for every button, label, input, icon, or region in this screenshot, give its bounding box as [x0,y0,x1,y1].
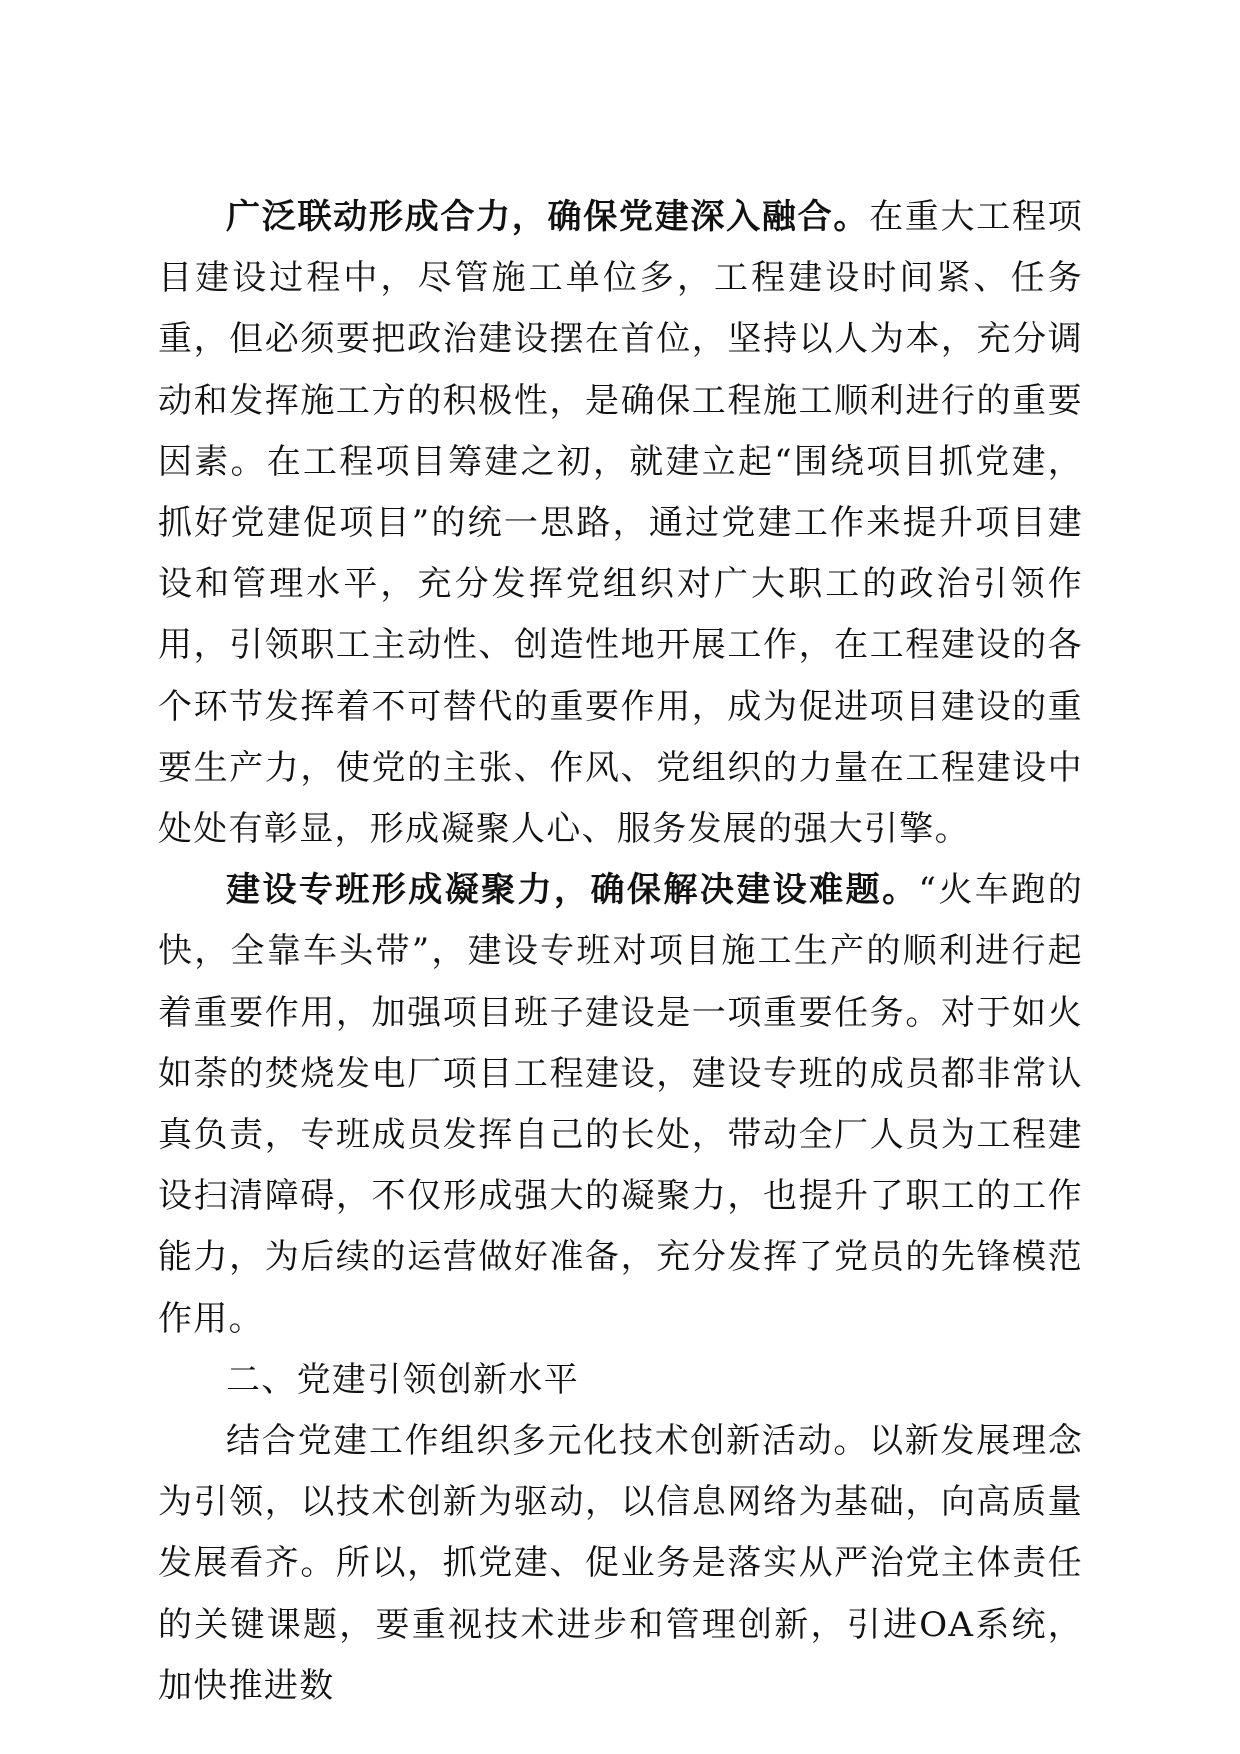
section-heading: 二、党建引领创新水平 [226,1359,579,1400]
paragraph-text-party-integration: 在重大工程项目建设过程中，尽管施工单位多，工程建设时间紧、任务重，但必须要把政治建设摆在首位，坚持以人为本，充分调动和发挥施工方的积极性，是确保工程施工顺利进行的重要因素。在工程项目筹建之初，就建立起“围绕项目抓党建，抓好党建促项目”的统一思路，通过党建工作来提升项目建设和管理水平，充分发挥党组织对广大职工的政治引领作用，引领职工主动性、创造性地开展工作，在工程建设的各个环节发挥着不可替代的重要作用，成为促进项目建设的重要生产力，使党的主张、作风、党组织的力量在工程建设中处处有彰显，形成凝聚人心、服务发展的强大引擎。 [158,197,1083,850]
paragraph-text-special-team: “火车跑的快，全靠车头带”，建设专班对项目施工生产的顺利进行起着重要作用，加强项目班子建设是一项重要任务。对于如火如荼的焚烧发电厂项目工程建设，建设专班的成员都非常认真负责，专班成员发挥自己的长处，带动全厂人员为工程建设扫清障碍，不仅形成强大的凝聚力，也提升了职工的工作能力，为后续的运营做好准备，充分发挥了党员的先锋模范作用。 [158,870,1083,1339]
paragraph-lead-party-integration: 广泛联动形成合力，确保党建深入融合。 [226,197,870,237]
document-body [158,187,1083,1717]
paragraph-lead-special-team: 建设专班形成凝聚力，确保解决建设难题。 [226,870,919,911]
paragraph-innovation: 结合党建工作组织多元化技术创新活动。以新发展理念为引领，以技术创新为驱动，以信息网络为基础，向高质量发展看齐。所以，抓党建、促业务是落实从严治党主体责任的关键课题，要重视技术进步和管理创新，引进OA系统，加快推进数 [158,1421,1083,1706]
paragraph-party-integration [158,187,1083,860]
paragraph-special-team [158,860,1083,1350]
